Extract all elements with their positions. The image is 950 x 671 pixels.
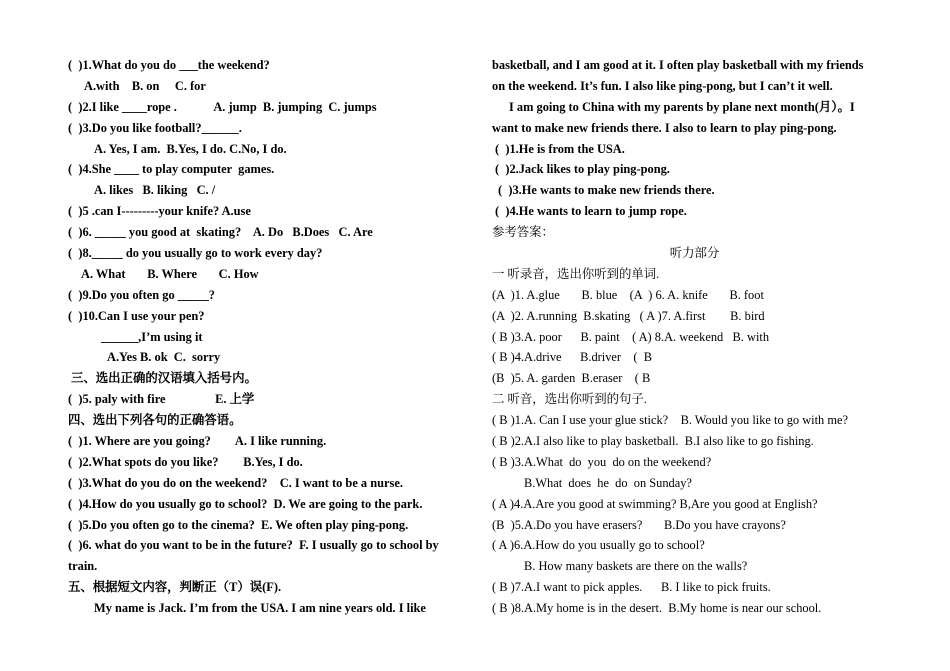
answer-line: (B )5. A. garden B.eraser ( B: [492, 371, 651, 386]
matching-line: ( )5. paly with fire E. 上学: [68, 392, 255, 407]
question-line: ( )2.I like ____rope . A. jump B. jumping C. jumps: [68, 99, 377, 114]
question-line: ( )8._____ do you usually go to work every day?: [68, 246, 323, 261]
answer-line: (B )5.A.Do you have erasers? B.Do you have crayons?: [492, 517, 786, 532]
passage-line: I am going to China with my parents by plane next month(月）。I: [509, 99, 855, 114]
answer-line: B. How many baskets are there on the walls?: [524, 559, 748, 574]
question-line: ( )5 .can I---------your knife? A.use: [68, 204, 251, 219]
section-heading: 二 听音，选出你听到的句子.: [492, 392, 647, 407]
passage-line: on the weekend. It’s fun. I also like ping-pong, but I can’t it well.: [492, 78, 833, 93]
answer-line: ( A )4.A.Are you good at swimming? B,Are you good at English?: [492, 496, 818, 511]
question-line: ( )10.Can I use your pen?: [68, 308, 205, 323]
matching-line: ( )5.Do you often go to the cinema? E. We often play ping-pong.: [68, 517, 409, 532]
answer-line: ( A )6.A.How do you usually go to school?: [492, 538, 705, 553]
options-line: A.with B. on C. for: [84, 78, 206, 93]
matching-line: ( )3.What do you do on the weekend? C. I want to be a nurse.: [68, 475, 403, 490]
answer-line: ( B )2.A.I also like to play basketball. B.I also like to go fishing.: [492, 434, 814, 449]
answer-line: ( B )7.A.I want to pick apples. B. I like to pick fruits.: [492, 580, 771, 595]
section-heading: 三、选出正确的汉语填入括号内。: [71, 371, 257, 386]
answer-line: ( B )4.A.drive B.driver ( B: [492, 350, 653, 365]
answer-blank-line: ______,I’m using it: [101, 329, 203, 344]
answer-line: ( B )3.A. poor B. paint ( A) 8.A. weekend B. with: [492, 329, 770, 344]
question-line: ( )3.He wants to make new friends there.: [498, 183, 715, 198]
matching-line: train.: [68, 559, 98, 574]
question-line: ( )6. _____ you good at skating? A. Do B.Does C. Are: [68, 225, 373, 240]
matching-line: ( )4.How do you usually go to school? D. We are going to the park.: [68, 496, 423, 511]
answer-line: ( B )1.A. Can I use your glue stick? B. Would you like to go with me?: [492, 413, 848, 428]
passage-line: want to make new friends there. I also to learn to play ping-pong.: [492, 120, 837, 135]
question-line: ( )2.Jack likes to play ping-pong.: [495, 162, 670, 177]
question-line: ( )1.He is from the USA.: [495, 141, 625, 156]
question-line: ( )1.What do you do ___the weekend?: [68, 58, 270, 72]
section-heading: 一 听录音，选出你听到的单词.: [492, 266, 660, 281]
options-line: A. Yes, I am. B.Yes, I do. C.No, I do.: [94, 141, 287, 156]
right-column: [492, 55, 897, 619]
matching-line: ( )6. what do you want to be in the future? F. I usually go to school by: [68, 538, 439, 553]
answer-line: ( B )8.A.My home is in the desert. B.My home is near our school.: [492, 601, 822, 616]
options-line: A.Yes B. ok C. sorry: [107, 350, 221, 365]
section-heading: 四、选出下列各句的正确答语。: [68, 413, 242, 428]
listening-section-title: 听力部分: [669, 246, 720, 261]
matching-line: ( )2.What spots do you like? B.Yes, I do.: [68, 454, 303, 469]
answer-line: (A )2. A.running B.skating ( A )7. A.first B. bird: [492, 308, 765, 323]
matching-line: ( )1. Where are you going? A. I like running.: [68, 434, 327, 449]
question-line: ( )4.He wants to learn to jump rope.: [495, 204, 687, 219]
section-heading: 五、根据短文内容，判断正（T）误(F).: [68, 580, 282, 595]
passage-line: My name is Jack. I’m from the USA. I am nine years old. I like: [94, 601, 426, 616]
question-line: ( )9.Do you often go _____?: [68, 287, 215, 302]
options-line: A. likes B. liking C. /: [94, 183, 216, 198]
answer-key-heading: 参考答案：: [492, 225, 554, 240]
left-column: [68, 55, 473, 619]
passage-line: basketball, and I am good at it. I often play basketball with my friends: [492, 58, 864, 72]
answer-line: ( B )3.A.What do you do on the weekend?: [492, 454, 712, 469]
answer-line: (A )1. A.glue B. blue (A ) 6. A. knife B. foot: [492, 287, 764, 302]
options-line: A. What B. Where C. How: [81, 266, 259, 281]
question-line: ( )4.She ____ to play computer games.: [68, 162, 275, 177]
answer-line: B.What does he do on Sunday?: [524, 475, 692, 490]
question-line: ( )3.Do you like football?______.: [68, 120, 242, 135]
